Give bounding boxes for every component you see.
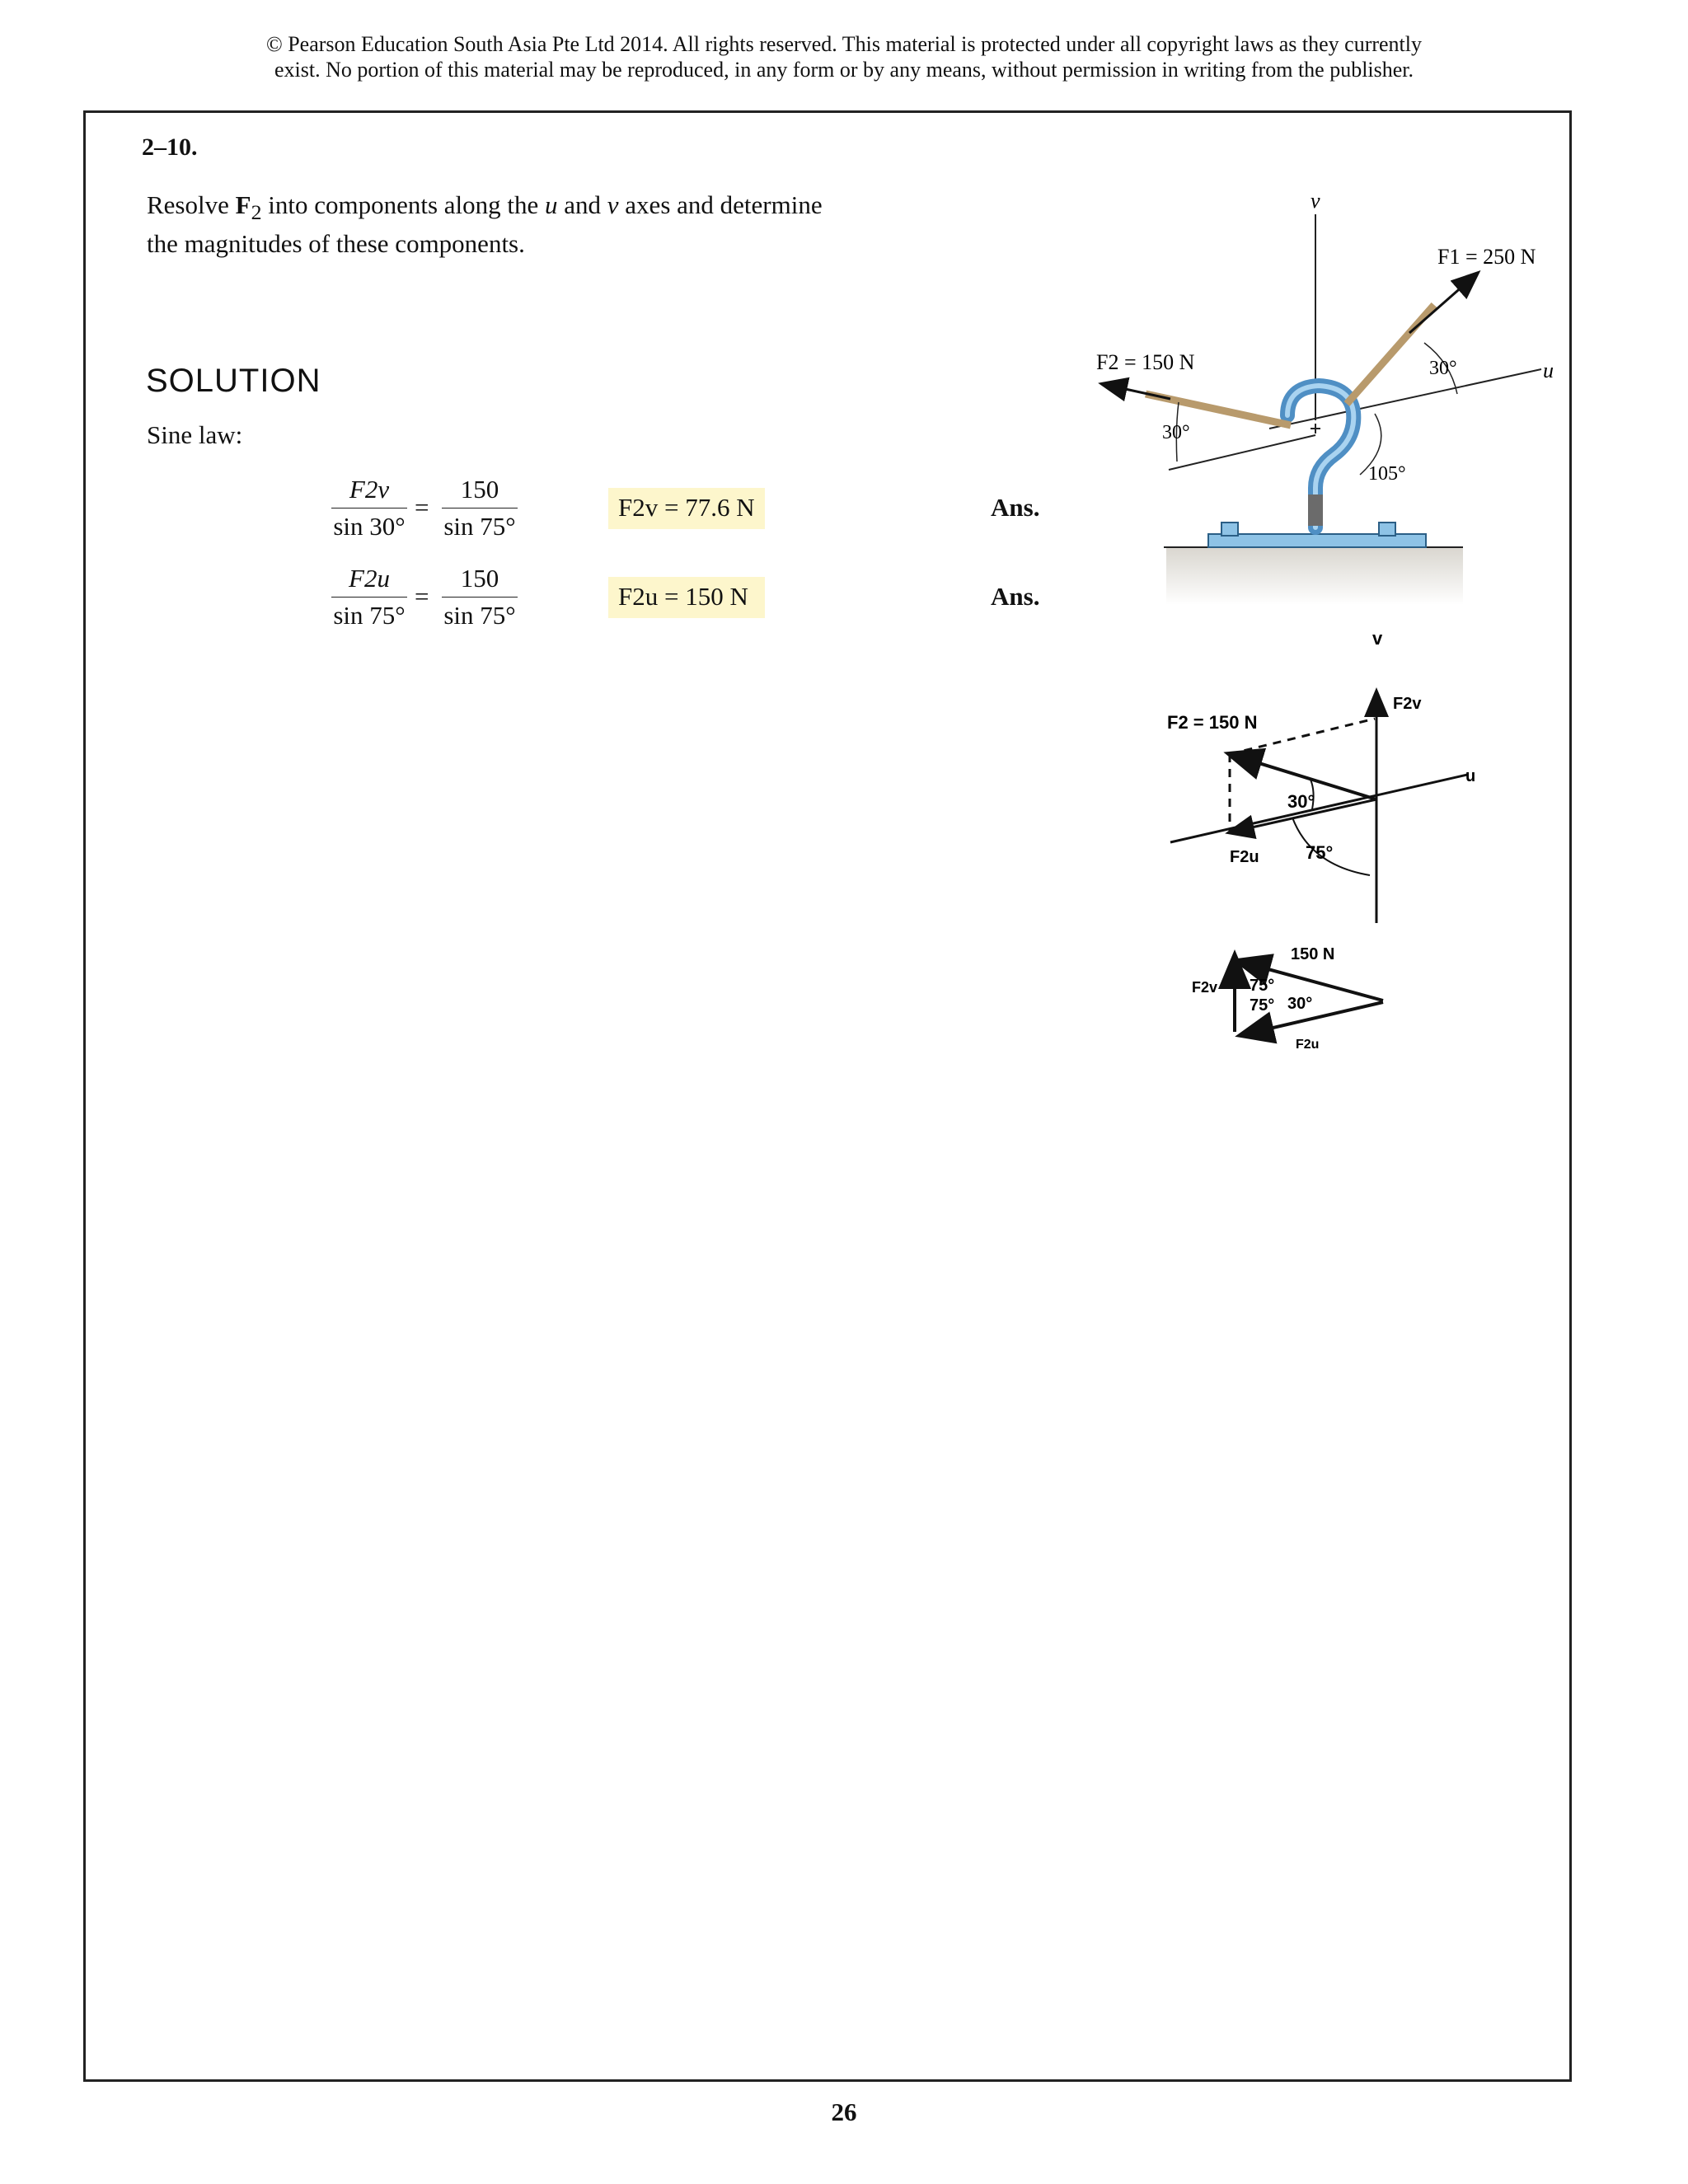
figure-force-triangle xyxy=(1179,940,1426,1063)
solution-heading: SOLUTION xyxy=(146,363,321,399)
fraction-rhs-2 xyxy=(442,564,518,630)
answer-box xyxy=(608,577,765,618)
copyright-notice xyxy=(0,31,1688,82)
lhs-denominator: sin 30° xyxy=(333,512,406,541)
label-f2u: F2u xyxy=(1296,1038,1320,1052)
axis-v-text: v xyxy=(607,190,619,219)
label-f2u: F2u xyxy=(1230,848,1259,866)
label-angle-30: 30° xyxy=(1287,791,1315,812)
copyright-line-2: exist. No portion of this material may be reproduced, in any form or by any means, without permission in writing from the publisher. xyxy=(274,58,1414,82)
bolt-left xyxy=(1221,523,1238,536)
label-angle-75-b: 75° xyxy=(1250,996,1275,1015)
text-and: and xyxy=(557,190,607,219)
figure-hook-forces xyxy=(1071,181,1566,643)
force-subscript: 2 xyxy=(251,200,262,225)
problem-statement xyxy=(147,190,831,260)
ans-label: Ans. xyxy=(991,582,1040,611)
label-f2v: F2v xyxy=(1192,979,1218,996)
ground-shadow xyxy=(1166,547,1463,605)
label-axis-u: u xyxy=(1543,359,1554,382)
method-label: Sine law: xyxy=(147,420,243,449)
label-f2v: F2v xyxy=(1393,695,1422,713)
f2-arrow xyxy=(1103,384,1170,399)
ans-label: Ans. xyxy=(991,493,1040,522)
force-symbol: F xyxy=(235,190,251,219)
figure-parallelogram xyxy=(1154,626,1500,940)
hook-thread xyxy=(1308,494,1323,526)
f1-arrow xyxy=(1409,274,1477,333)
rhs-denominator: sin 75° xyxy=(443,512,516,541)
label-f2: F2 = 150 N xyxy=(1167,712,1258,733)
bolt-right xyxy=(1379,523,1395,536)
label-angle-30-right: 30° xyxy=(1429,358,1457,379)
ref-line-left xyxy=(1169,435,1315,470)
equals-sign: = xyxy=(415,582,429,611)
u-axis-line xyxy=(1170,775,1467,842)
label-150n: 150 N xyxy=(1291,945,1335,963)
label-f2: F2 = 150 N xyxy=(1096,350,1195,374)
answer-value: F2u = 150 N xyxy=(618,582,748,611)
lhs-numerator: F2u xyxy=(331,564,407,598)
label-axis-v: v xyxy=(1311,189,1320,213)
cable-f1 xyxy=(1347,305,1434,404)
rhs-denominator: sin 75° xyxy=(443,601,516,630)
label-f1: F1 = 250 N xyxy=(1437,245,1536,269)
lhs-numerator: F2v xyxy=(331,475,407,509)
rhs-numerator: 150 xyxy=(442,475,518,509)
label-angle-30: 30° xyxy=(1287,995,1313,1013)
rhs-numerator: 150 xyxy=(442,564,518,598)
answer-value: F2v = 77.6 N xyxy=(618,493,755,522)
text-end: axes and determine the magnitudes of these components. xyxy=(147,190,823,259)
axis-u-text: u xyxy=(545,190,558,219)
label-angle-30-left: 30° xyxy=(1162,422,1190,443)
label-axis-v: v xyxy=(1372,628,1383,649)
equals-sign: = xyxy=(415,493,429,522)
label-angle-75: 75° xyxy=(1306,842,1334,863)
text-mid: into components along the xyxy=(261,190,546,219)
label-angle-105: 105° xyxy=(1368,463,1406,485)
label-axis-u: u xyxy=(1465,767,1476,785)
u-axis-line xyxy=(1269,369,1541,429)
fraction-lhs-1 xyxy=(331,475,407,541)
page-number: 26 xyxy=(831,2097,857,2126)
answer-box xyxy=(608,488,765,529)
lhs-denominator: sin 75° xyxy=(333,601,406,630)
fraction-lhs-2 xyxy=(331,564,407,630)
problem-number: 2–10. xyxy=(142,134,198,161)
fraction-rhs-1 xyxy=(442,475,518,541)
label-angle-75-a: 75° xyxy=(1250,977,1275,995)
text-resolve: Resolve xyxy=(147,190,236,219)
copyright-line-1: © Pearson Education South Asia Pte Ltd 2014. All rights reserved. This material is protected under all copyright laws as they currently xyxy=(265,32,1423,56)
